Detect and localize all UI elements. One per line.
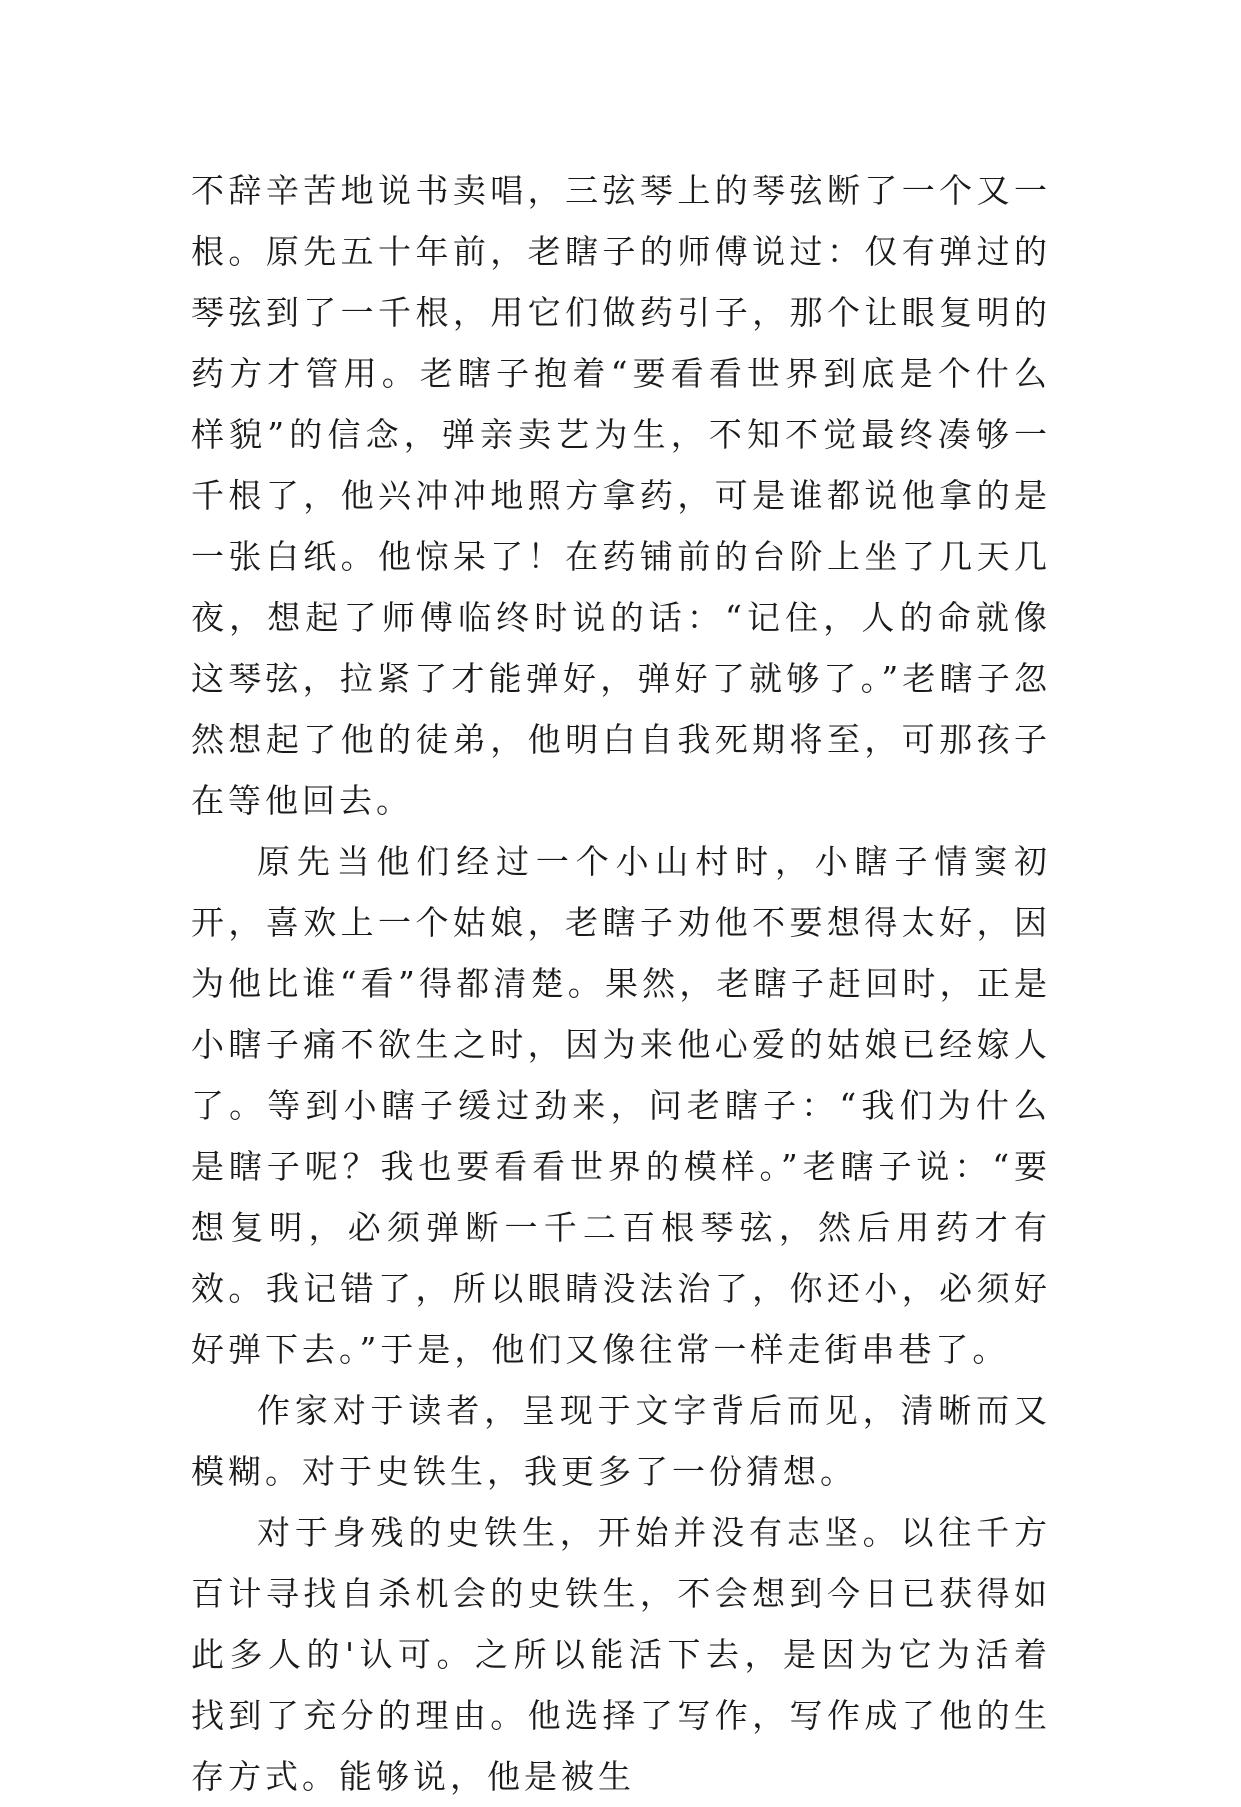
paragraph-2: 原先当他们经过一个小山村时，小瞎子情窦初开，喜欢上一个姑娘，老瞎子劝他不要想得太好，因为他比谁“看”得都清楚。果然，老瞎子赶回时，正是小瞎子痛不欲生之时，因为来他心爱的姑娘已经嫁人了。等到小瞎子缓过劲来，问老瞎子：“我们为什么是瞎子呢？我也要看看世界的模样。”老瞎子说：“要想复明，必须弹断一千二百根琴弦，然后用药才有效。我记错了，所以眼睛没法治了，你还小，必须好好弹下去。”于是，他们又像往常一样走街串巷了。 xyxy=(191,842,1051,1369)
paragraph-3: 作家对于读者，呈现于文字背后而见，清晰而又模糊。对于史铁生，我更多了一份猜想。 xyxy=(191,1391,1051,1491)
body-text xyxy=(191,160,1051,1807)
paragraph-4: 对于身残的史铁生，开始并没有志坚。以往千方百计寻找自杀机会的史铁生，不会想到今日已获得如此多人的'认可。之所以能活下去，是因为它为活着找到了充分的理由。他选择了写作，写作成了他的生存方式。能够说，他是被生 xyxy=(191,1513,1051,1796)
paragraph-1: 不辞辛苦地说书卖唱，三弦琴上的琴弦断了一个又一根。原先五十年前，老瞎子的师傅说过：仅有弹过的琴弦到了一千根，用它们做药引子，那个让眼复明的药方才管用。老瞎子抱着“要看看世界到底是个什么样貌”的信念，弹亲卖艺为生，不知不觉最终凑够一千根了，他兴冲冲地照方拿药，可是谁都说他拿的是一张白纸。他惊呆了！在药铺前的台阶上坐了几天几夜，想起了师傅临终时说的话：“记住，人的命就像这琴弦，拉紧了才能弹好，弹好了就够了。”老瞎子忽然想起了他的徒弟，他明白自我死期将至，可那孩子在等他回去。 xyxy=(191,171,1051,820)
